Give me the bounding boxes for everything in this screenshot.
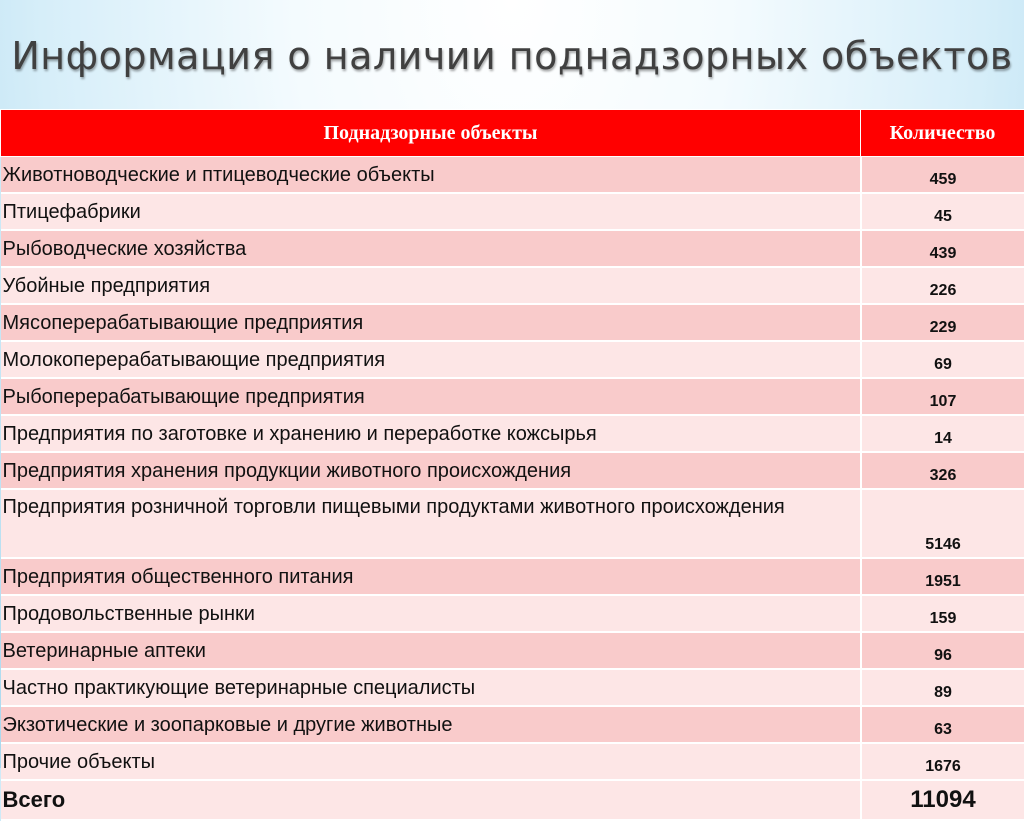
object-count: 229: [861, 304, 1024, 341]
object-name: Прочие объекты: [1, 743, 861, 780]
object-name: Убойные предприятия: [1, 267, 861, 304]
table-row: [1, 304, 1024, 341]
table-row: [1, 452, 1024, 489]
object-count: 1951: [861, 558, 1024, 595]
object-name: Предприятия розничной торговли пищевыми продуктами животного происхождения: [1, 489, 861, 558]
table-header-row: [1, 110, 1024, 157]
object-name: Предприятия по заготовке и хранению и переработке кожсырья: [1, 415, 861, 452]
object-name: Экзотические и зоопарковые и другие животные: [1, 706, 861, 743]
total-row: [1, 780, 1024, 820]
table-row: [1, 415, 1024, 452]
table-row: [1, 706, 1024, 743]
table-row: [1, 193, 1024, 230]
object-count: 89: [861, 669, 1024, 706]
object-name: Предприятия общественного питания: [1, 558, 861, 595]
object-name: Продовольственные рынки: [1, 595, 861, 632]
object-name: Животноводческие и птицеводческие объекты: [1, 157, 861, 194]
object-name: Рыбоперерабатывающие предприятия: [1, 378, 861, 415]
column-header-count: Количество: [861, 110, 1024, 157]
object-name: Молокоперерабатывающие предприятия: [1, 341, 861, 378]
table-row: [1, 595, 1024, 632]
objects-table: [0, 109, 1024, 821]
object-count: 63: [861, 706, 1024, 743]
object-count: 439: [861, 230, 1024, 267]
table-row: [1, 489, 1024, 558]
total-count: 11094: [861, 780, 1024, 820]
object-count: 5146: [861, 489, 1024, 558]
object-count: 459: [861, 157, 1024, 194]
object-count: 226: [861, 267, 1024, 304]
object-name: Частно практикующие ветеринарные специалисты: [1, 669, 861, 706]
table-row: [1, 558, 1024, 595]
object-name: Рыбоводческие хозяйства: [1, 230, 861, 267]
table-row: [1, 230, 1024, 267]
page-title: Информация о наличии поднадзорных объектов: [0, 34, 1024, 78]
object-name: Мясоперерабатывающие предприятия: [1, 304, 861, 341]
total-label: Всего: [1, 780, 861, 820]
table-row: [1, 267, 1024, 304]
table-row: [1, 378, 1024, 415]
object-count: 14: [861, 415, 1024, 452]
object-name: Ветеринарные аптеки: [1, 632, 861, 669]
table-row: [1, 157, 1024, 194]
object-count: 69: [861, 341, 1024, 378]
object-count: 96: [861, 632, 1024, 669]
table-row: [1, 632, 1024, 669]
object-count: 1676: [861, 743, 1024, 780]
object-count: 326: [861, 452, 1024, 489]
table-row: [1, 743, 1024, 780]
object-count: 45: [861, 193, 1024, 230]
object-count: 159: [861, 595, 1024, 632]
object-count: 107: [861, 378, 1024, 415]
object-name: Предприятия хранения продукции животного происхождения: [1, 452, 861, 489]
table-row: [1, 341, 1024, 378]
column-header-objects: Поднадзорные объекты: [1, 110, 861, 157]
table-row: [1, 669, 1024, 706]
object-name: Птицефабрики: [1, 193, 861, 230]
